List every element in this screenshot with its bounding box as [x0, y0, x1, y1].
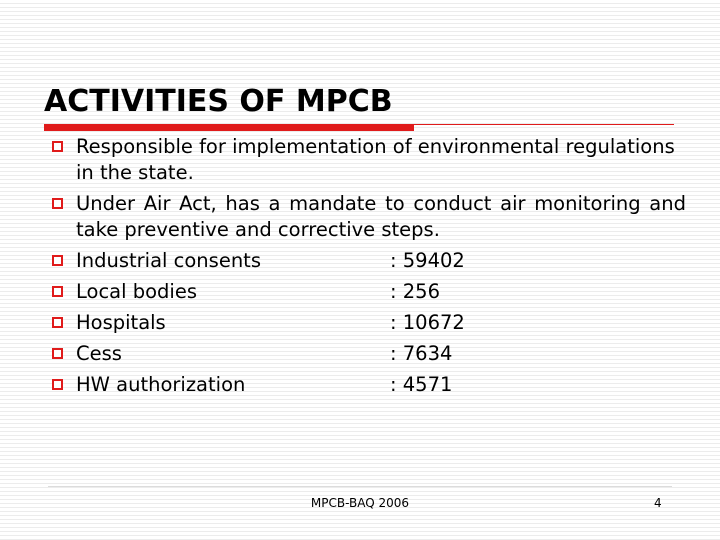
stat-row	[50, 372, 686, 398]
square-bullet-icon	[52, 379, 63, 390]
list-item	[50, 191, 686, 243]
stat-row	[50, 248, 686, 274]
stat-label: Local bodies	[76, 280, 197, 303]
bullet-list	[50, 134, 686, 403]
slide-title: ACTIVITIES OF MPCB	[44, 84, 393, 119]
page-number: 4	[654, 496, 662, 510]
stat-label: Cess	[76, 342, 122, 365]
list-item	[50, 134, 686, 186]
square-bullet-icon	[52, 255, 63, 266]
stat-row	[50, 341, 686, 367]
stat-row	[50, 279, 686, 305]
square-bullet-icon	[52, 141, 63, 152]
footer-text: MPCB-BAQ 2006	[310, 496, 410, 510]
stat-label: Hospitals	[76, 311, 166, 334]
square-bullet-icon	[52, 286, 63, 297]
stat-value: : 256	[390, 280, 440, 303]
stat-value: : 10672	[390, 311, 465, 334]
stat-value: : 59402	[390, 249, 465, 272]
bullet-text: Responsible for implementation of environmental regulations in the state.	[76, 135, 675, 184]
stat-label: HW authorization	[76, 373, 246, 396]
stat-value: : 4571	[390, 373, 453, 396]
stat-value: : 7634	[390, 342, 453, 365]
stat-row	[50, 310, 686, 336]
square-bullet-icon	[52, 317, 63, 328]
footer-divider	[48, 486, 672, 487]
bullet-text: Under Air Act, has a mandate to conduct air monitoring and take preventive and corrective steps.	[76, 192, 686, 241]
stat-label: Industrial consents	[76, 249, 261, 272]
square-bullet-icon	[52, 198, 63, 209]
square-bullet-icon	[52, 348, 63, 359]
title-underline-bar	[44, 124, 414, 131]
